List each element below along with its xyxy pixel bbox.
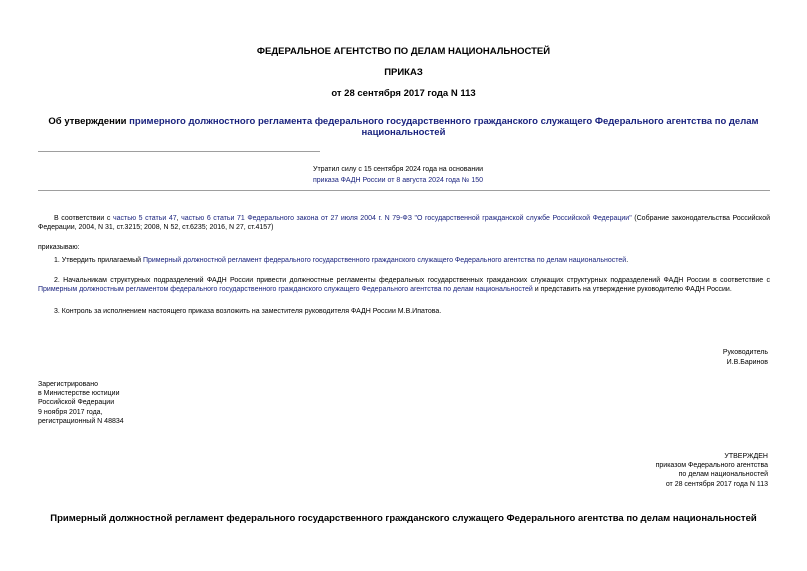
item-2-text: 2. Начальникам структурных подразделений ФАДН России привести должностные регламенты федеральных государственных гражданских служащих структурных подразделений ФАДН России в соответствие с [54, 277, 770, 284]
item-2-end: и представить на утверждение руководителю ФАДН России. [532, 286, 732, 294]
item-3: 3. Контроль за исполнением настоящего приказа возложить на заместителя руководителя ФАДН России М.В.Ипатова. [54, 308, 442, 315]
revocation-link[interactable]: приказа ФАДН России от 8 августа 2024 года № 150 [313, 177, 483, 184]
item-2 [38, 276, 770, 294]
registration-line: 9 ноября 2017 года, [38, 408, 103, 416]
registration-block [38, 380, 124, 426]
title-link-line2[interactable]: национальностей [361, 127, 446, 138]
revocation-notice: Утратил силу с 15 сентября 2024 года на основании [313, 166, 484, 173]
approved-line: приказом Федерального агентства [655, 462, 768, 470]
item-1-end: . [626, 257, 629, 264]
item-1-link[interactable]: Примерный должностной регламент федерального государственного гражданского служащего Федерального агентства по делам национальностей [142, 257, 627, 264]
preamble [38, 214, 770, 232]
item-1-text: 1. Утвердить прилагаемый [54, 257, 143, 264]
law-link-art47[interactable]: частью 5 статьи 47 [112, 215, 177, 222]
registration-line: регистрационный N 48834 [38, 417, 124, 425]
agency-name: ФЕДЕРАЛЬНОЕ АГЕНТСТВО ПО ДЕЛАМ НАЦИОНАЛЬНОСТЕЙ [256, 46, 551, 57]
divider-short [38, 151, 320, 152]
order-word: приказываю: [38, 244, 80, 251]
approved-line: от 28 сентября 2017 года N 113 [665, 480, 768, 488]
preamble-text-3: (Собрание законодательства Российской Федерации, 2004, N 31, ст.3215; 2008, N 52, ст.6235; 2016, N 27, ст.4157) [38, 215, 771, 232]
preamble-text-2: , [176, 215, 182, 222]
appendix-title: Примерный должностной регламент федерального государственного гражданского служащего Федерального агентства по делам национальностей [50, 513, 757, 524]
approved-block [500, 452, 768, 489]
approved-line: УТВЕРЖДЕН [724, 453, 768, 460]
approved-line: по делам национальностей [678, 471, 768, 479]
title-link[interactable]: примерного должностного регламента федерального государственного гражданского служащего Федерального агентства по делам [129, 116, 759, 127]
law-link-79fz[interactable]: частью 6 статьи 71 Федерального закона от 27 июля 2004 г. N 79-ФЗ "О государственной гражданской службе Российской Федерации" [181, 215, 632, 222]
registration-line: в Министерстве юстиции [38, 390, 120, 398]
signature-name: И.В.Баринов [726, 359, 768, 366]
doc-type: ПРИКАЗ [384, 67, 423, 78]
item-2-link[interactable]: Примерным должностным регламентом федерального государственного гражданского служащего Федерального агентства по делам национальностей [38, 286, 533, 294]
registration-line: Зарегистрировано [38, 381, 98, 388]
doc-date-number: от 28 сентября 2017 года N 113 [331, 88, 476, 99]
registration-line: Российской Федерации [38, 399, 115, 407]
divider-long [38, 190, 770, 191]
preamble-text-1: В соответствии с [54, 215, 113, 222]
item-1 [54, 256, 770, 265]
doc-title [0, 116, 807, 138]
title-prefix: Об утверждении [48, 116, 130, 127]
signature-role: Руководитель [722, 349, 768, 356]
